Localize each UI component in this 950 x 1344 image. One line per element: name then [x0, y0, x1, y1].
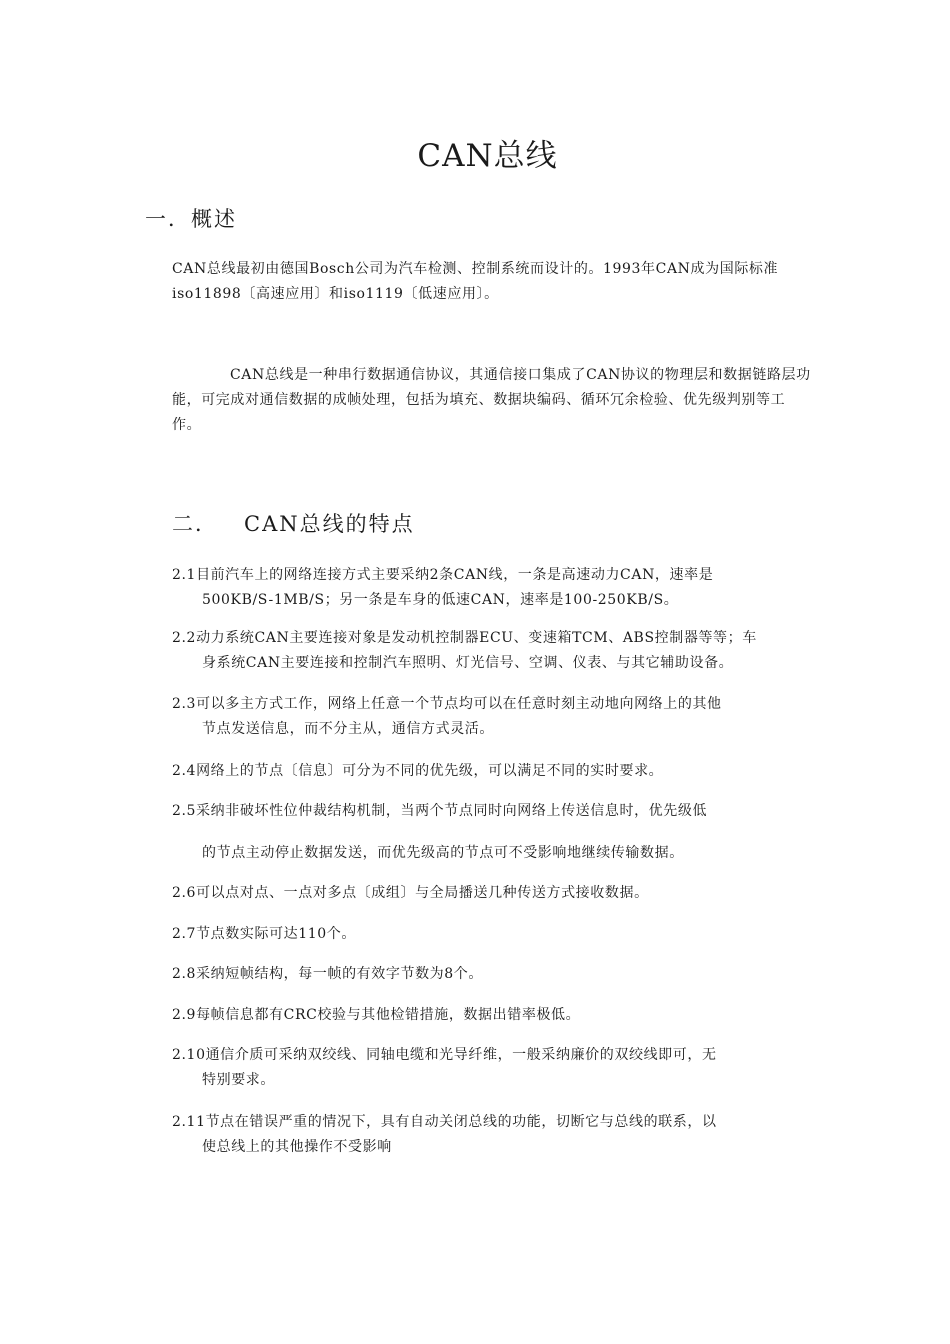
feature-item-line1: 2.7节点数实际可达110个。: [172, 926, 356, 942]
feature-item: [172, 692, 812, 742]
feature-item: [172, 1003, 812, 1028]
overview-paragraph-1: CAN总线最初由德国Bosch公司为汽车检测、控制系统而设计的。1993年CAN成为国际标准iso11898〔高速应用〕和iso1119〔低速应用〕。: [172, 261, 779, 302]
feature-item: [172, 1110, 812, 1160]
feature-item-line1: 2.1目前汽车上的网络连接方式主要采纳2条CAN线，一条是高速动力CAN，速率是: [172, 567, 714, 583]
feature-item-line1: 2.9每帧信息都有CRC校验与其他检错措施，数据出错率极低。: [172, 1007, 581, 1023]
feature-item: [172, 799, 812, 824]
document-title: CAN总线: [417, 138, 558, 174]
feature-item-line2: 身系统CAN主要连接和控制汽车照明、灯光信号、空调、仪表、与其它辅助设备。: [202, 655, 734, 671]
feature-item: [172, 759, 812, 784]
feature-item-line1: 2.3可以多主方式工作，网络上任意一个节点均可以在任意时刻主动地向网络上的其他: [172, 696, 722, 712]
feature-item: [172, 563, 812, 613]
feature-item-line2: 500KB/S-1MB/S；另一条是车身的低速CAN，速率是100-250KB/S。: [202, 592, 679, 608]
overview-paragraph-2: CAN总线是一种串行数据通信协议，其通信接口集成了CAN协议的物理层和数据链路层功能，可完成对通信数据的成帧处理，包括为填充、数据块编码、循环冗余检验、优先级判别等工作。: [172, 367, 811, 433]
feature-item: [172, 922, 812, 947]
section-heading-features: [172, 508, 415, 538]
feature-item: [172, 1043, 812, 1093]
section-heading-overview: 一．概述: [145, 207, 237, 231]
feature-item-line2: 特别要求。: [202, 1072, 275, 1088]
feature-item-line1: 2.5采纳非破坏性位仲裁结构机制，当两个节点同时向网络上传送信息时，优先级低: [172, 803, 708, 819]
feature-item-line2: 使总线上的其他操作不受影响: [202, 1139, 392, 1155]
feature-item-line2: 节点发送信息，而不分主从，通信方式灵活。: [202, 721, 494, 737]
feature-item-line1: 2.2动力系统CAN主要连接对象是发动机控制器ECU、变速箱TCM、ABS控制器等等；车: [172, 630, 757, 646]
section-number: 二．: [172, 512, 218, 536]
feature-item: [172, 962, 812, 987]
feature-item-line1: 2.11节点在错误严重的情况下，具有自动关闭总线的功能，切断它与总线的联系，以: [172, 1114, 717, 1130]
feature-item: [172, 881, 812, 906]
feature-item-line1: 2.4网络上的节点〔信息〕可分为不同的优先级，可以满足不同的实时要求。: [172, 763, 664, 779]
feature-item-line1: 2.6可以点对点、一点对多点〔成组〕与全局播送几种传送方式接收数据。: [172, 885, 649, 901]
feature-item-line1: 2.10通信介质可采纳双绞线、同轴电缆和光导纤维，一般采纳廉价的双绞线即可，无: [172, 1047, 717, 1063]
feature-item-continuation: [172, 841, 812, 866]
feature-item-line2: 的节点主动停止数据发送，而优先级高的节点可不受影响地继续传输数据。: [202, 845, 684, 861]
section-heading-text: CAN总线的特点: [244, 512, 415, 536]
feature-item-line1: 2.8采纳短帧结构，每一帧的有效字节数为8个。: [172, 966, 483, 982]
feature-item: [172, 626, 812, 676]
